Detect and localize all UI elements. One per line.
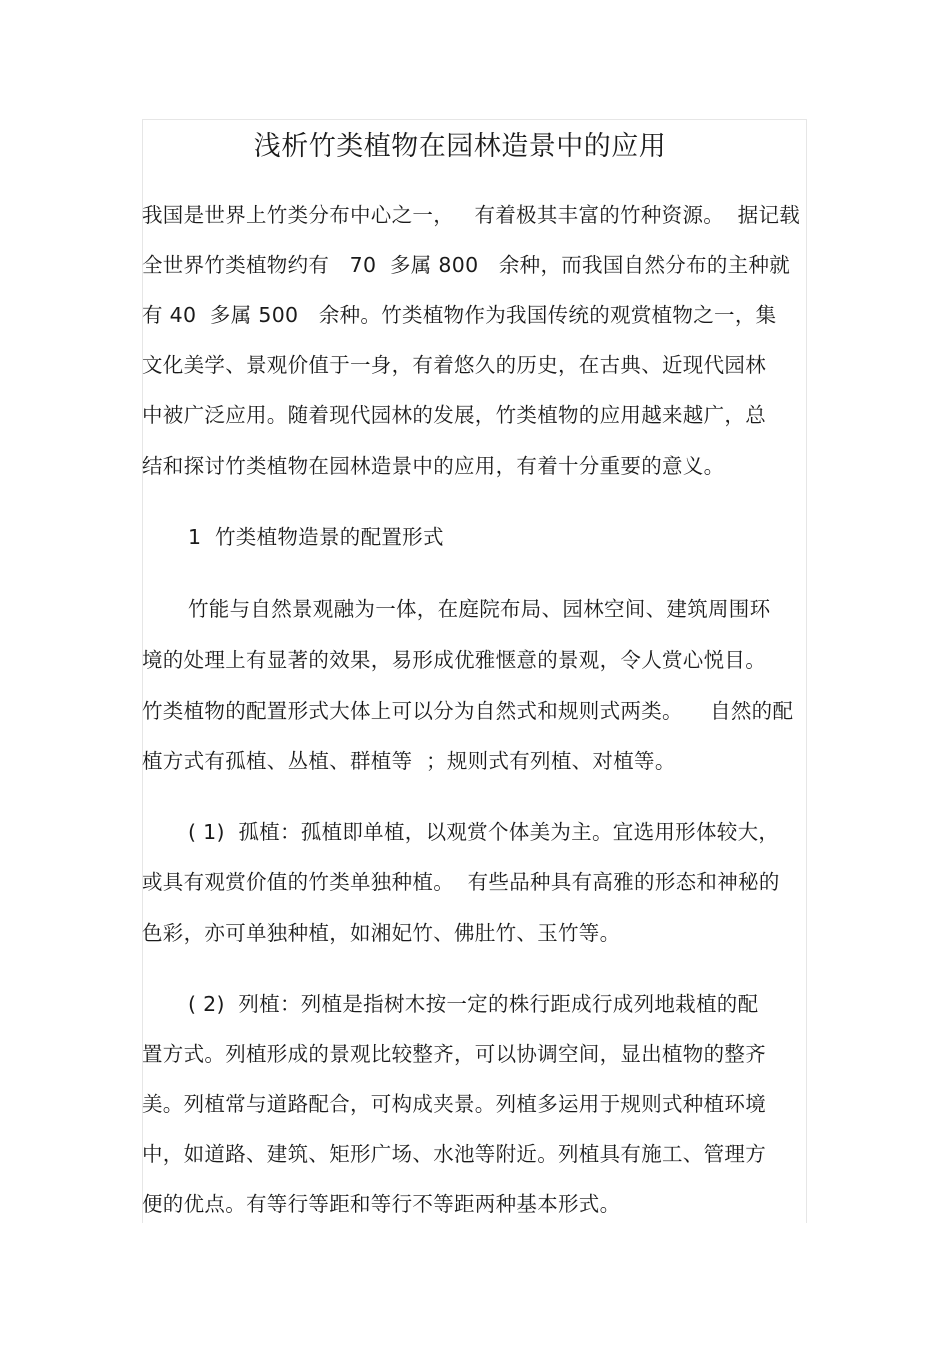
document-title: 浅析竹类植物在园林造景中的应用 — [253, 131, 667, 162]
intro-line: 中被广泛应用。随着现代园林的发展，竹类植物的应用越来越广，总 — [142, 403, 766, 427]
intro-line: 有 40 多属 500 余种。竹类植物作为我国传统的观赏植物之一，集 — [142, 303, 777, 327]
paragraph-line: 境的处理上有显著的效果，易形成优雅惬意的景观，令人赏心悦目。 — [142, 648, 766, 672]
intro-line: 全世界竹类植物约有 70 多属 800 余种，而我国自然分布的主种就 — [142, 253, 791, 277]
list-item-line: ( 1) 孤植：孤植即单植，以观赏个体美为主。宜选用形体较大， — [188, 820, 780, 844]
paragraph-line: 植方式有孤植、丛植、群植等 ；规则式有列植、对植等。 — [142, 749, 676, 773]
list-item-line: 中，如道路、建筑、矩形广场、水池等附近。列植具有施工、管理方 — [142, 1142, 766, 1166]
intro-line: 文化美学、景观价值于一身，有着悠久的历史，在古典、近现代园林 — [142, 353, 766, 377]
paragraph-line: 竹类植物的配置形式大体上可以分为自然式和规则式两类。 自然的配 — [142, 699, 794, 723]
list-item-line: 美。列植常与道路配合，可构成夹景。列植多运用于规则式种植环境 — [142, 1092, 766, 1116]
paragraph-line: 竹能与自然景观融为一体，在庭院布局、园林空间、建筑周围环 — [188, 597, 771, 621]
intro-line: 我国是世界上竹类分布中心之一， 有着极其丰富的竹种资源。 据记载 — [142, 203, 801, 227]
list-item-line: 置方式。列植形成的景观比较整齐，可以协调空间，显出植物的整齐 — [142, 1042, 766, 1066]
list-item-line: 或具有观赏价值的竹类单独种植。 有些品种具有高雅的形态和神秘的 — [142, 870, 780, 894]
list-item-line: 便的优点。有等行等距和等行不等距两种基本形式。 — [142, 1192, 621, 1216]
list-item-line: 色彩，亦可单独种植，如湘妃竹、佛肚竹、玉竹等。 — [142, 921, 621, 945]
section-heading: 1 竹类植物造景的配置形式 — [188, 525, 444, 549]
list-item-line: ( 2) 列植：列植是指树木按一定的株行距成行成列地栽植的配 — [188, 992, 759, 1016]
intro-line: 结和探讨竹类植物在园林造景中的应用，有着十分重要的意义。 — [142, 454, 725, 478]
